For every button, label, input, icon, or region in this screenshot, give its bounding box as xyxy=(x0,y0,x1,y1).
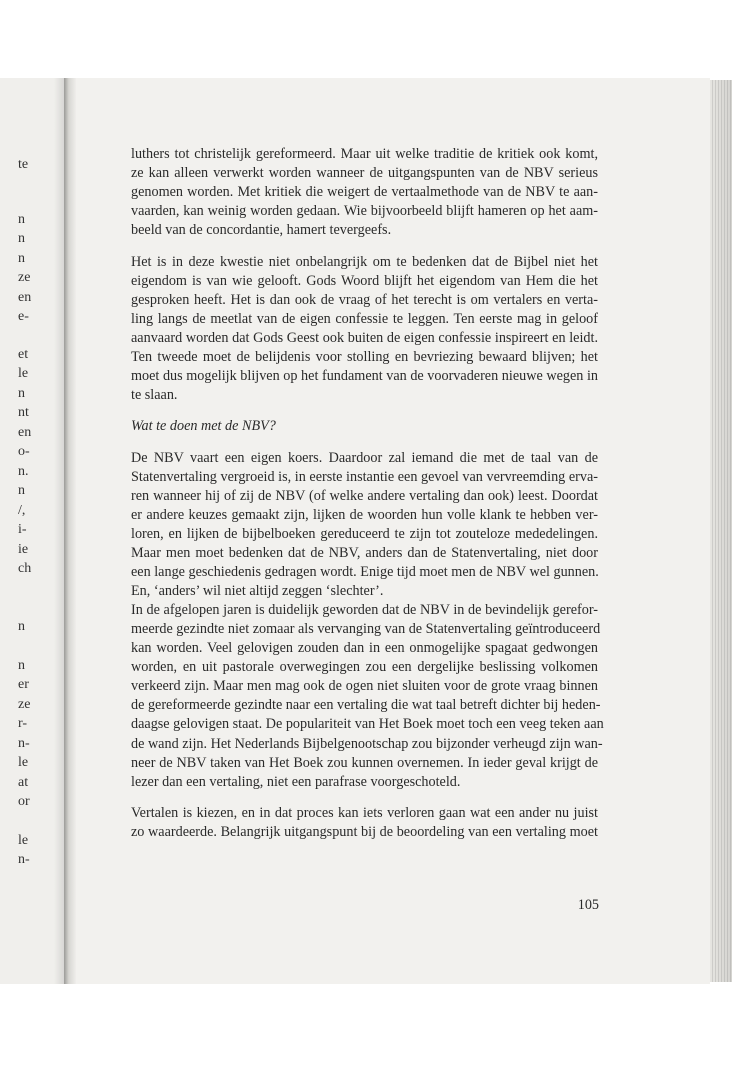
page-number: 105 xyxy=(577,897,599,913)
previous-page-fragment: n- xyxy=(18,852,30,867)
page-body xyxy=(131,145,604,842)
previous-page-fragment: r- xyxy=(18,716,28,731)
text-line: eigendom is van wie gelooft. Gods Woord blijft het eigendom van Hem die het xyxy=(131,272,598,289)
paragraph-4 xyxy=(131,601,604,791)
previous-page-fragment: ch xyxy=(18,561,32,576)
text-line: luthers tot christelijk gereformeerd. Maar uit welke traditie de kritiek ook komt, xyxy=(131,146,598,162)
previous-page-fragment: en xyxy=(18,290,32,305)
text-line: moet dus mogelijk blijven op het fundament van de voorvaderen nieuwe wegen in xyxy=(131,367,598,384)
paragraph-2 xyxy=(131,253,598,405)
text-line: Vertalen is kiezen, en in dat proces kan iets verloren gaan wat een ander nu juist xyxy=(131,805,598,822)
previous-page-fragment: ie xyxy=(18,542,29,557)
previous-page-fragment: n xyxy=(18,251,25,266)
previous-page-fragment: nt xyxy=(18,405,29,420)
previous-page-fragment: en xyxy=(18,425,32,440)
previous-page-fragment: or xyxy=(18,794,30,809)
previous-page-fragment: n xyxy=(18,658,25,673)
previous-page-edge xyxy=(0,78,65,984)
previous-page-fragment: et xyxy=(18,347,29,362)
previous-page-fragment: te xyxy=(18,157,29,172)
text-line: En, ‘anders’ wil niet altijd zeggen ‘slechter’. xyxy=(131,583,384,600)
previous-page-fragment: /, xyxy=(18,503,26,518)
text-line: neer de NBV taken van Het Boek zou kunnen overnemen. In ieder geval krijgt de xyxy=(131,754,598,771)
text-line: Statenvertaling vergroeid is, in eerste instantie een gevoel van vervreemding erva- xyxy=(131,468,598,485)
previous-page-fragment: n xyxy=(18,386,25,401)
previous-page-fragment: i- xyxy=(18,522,27,537)
text-line: Maar men moet bedenken dat de NBV, anders dan de Statenvertaling, niet door xyxy=(131,545,598,562)
text-line: In de afgelopen jaren is duidelijk geworden dat de NBV in de bevindelijk gerefor- xyxy=(131,602,598,619)
page-edge-stack xyxy=(710,80,732,982)
paragraph-1 xyxy=(131,145,598,240)
book-spine xyxy=(64,78,76,984)
previous-page-fragment: le xyxy=(18,755,29,770)
text-line: Ten tweede moet de belijdenis voor stolling en bevriezing bewaard blijven; het xyxy=(131,348,598,365)
text-line: vaarden, kan weinig worden gedaan. Wie bijvoorbeeld blijft hameren op het aam- xyxy=(131,203,598,220)
previous-page-fragment: n xyxy=(18,212,25,227)
previous-page-fragment: n xyxy=(18,231,25,246)
text-line: er andere keuzes gemaakt zijn, lijken de woorden hun volle klank te hebben ver- xyxy=(131,506,598,523)
gutter-shadow xyxy=(54,78,64,984)
previous-page-fragment: ze xyxy=(18,697,31,712)
previous-page-fragment: le xyxy=(18,833,29,848)
text-line: De NBV vaart een eigen koers. Daardoor zal iemand die met de taal van de xyxy=(131,449,598,466)
section-heading: Wat te doen met de NBV? xyxy=(131,418,276,435)
paragraph-3 xyxy=(131,449,598,601)
previous-page-fragment: o- xyxy=(18,444,30,459)
text-line: Het is in deze kwestie niet onbelangrijk om te bedenken dat de Bijbel niet het xyxy=(131,253,598,270)
text-line: zo waardeerde. Belangrijk uitgangspunt bij de beoordeling van een vertaling moet xyxy=(131,824,598,841)
text-line: verkeerd zijn. Maar men mag ook de ogen niet sluiten voor de grote vraag binnen xyxy=(131,678,598,695)
text-line: de gereformeerde gezindte naar een vertaling die wat taal betreft dichter bij heden- xyxy=(131,697,601,714)
text-line: lezer dan een vertaling, niet een parafrase voorgeschoteld. xyxy=(131,773,461,790)
text-line: beeld van de concordantie, hamert tevergeefs. xyxy=(131,222,392,239)
text-line: aanvaard worden dat Gods Geest ook buiten de eigen confessie inspireert en leidt. xyxy=(131,329,598,346)
previous-page-fragment: n. xyxy=(18,464,29,479)
text-line: een lange geschiedenis gedragen wordt. Enige tijd moet men de NBV wel gunnen. xyxy=(131,564,599,581)
previous-page-fragment: n xyxy=(18,483,25,498)
previous-page-fragment: e- xyxy=(18,309,29,324)
previous-page-fragment: ze xyxy=(18,270,31,285)
text-line: ren wanneer hij of zij de NBV (of welke andere vertaling dan ook) leest. Doordat xyxy=(131,487,598,504)
previous-page-fragment: at xyxy=(18,775,29,790)
text-line: kan worden. Veel gelovigen zouden dan in een onmogelijke spagaat gedwongen xyxy=(131,640,598,657)
text-line: de wand zijn. Het Nederlands Bijbelgenootschap zou bijzonder verheugd zijn wan- xyxy=(131,735,603,752)
text-line: worden, en uit pastorale overwegingen zou een dergelijke beslissing volkomen xyxy=(131,659,598,676)
text-line: genomen worden. Met kritiek die weigert de vertaalmethode van de NBV te aan- xyxy=(131,184,598,201)
previous-page-fragment: n xyxy=(18,619,25,634)
text-line: meerde gezindte niet zomaar als vervanging van de Statenvertaling geïntroduceerd xyxy=(131,621,601,638)
text-line: ling langs de meetlat van de eigen confessie te leggen. Ten eerste mag in geloof xyxy=(131,310,598,327)
previous-page-fragment: le xyxy=(18,366,29,381)
previous-page-fragment: n- xyxy=(18,736,30,751)
text-line: daagse gelovigen staat. De populariteit van Het Boek moet toch een veeg teken aan xyxy=(131,716,604,733)
previous-page-fragment: er xyxy=(18,677,29,692)
text-line: te slaan. xyxy=(131,386,178,403)
text-line: loren, en lijken de bijbelboeken gereduceerd te zijn tot zouteloze mededelingen. xyxy=(131,526,598,543)
text-line: gesproken heeft. Het is dan ook de vraag of het terecht is om vertalers en verta- xyxy=(131,291,598,308)
text-line: ze kan alleen verwerkt worden wanneer de uitgangspunten van de NBV serieus xyxy=(131,165,598,182)
paragraph-5 xyxy=(131,804,598,842)
